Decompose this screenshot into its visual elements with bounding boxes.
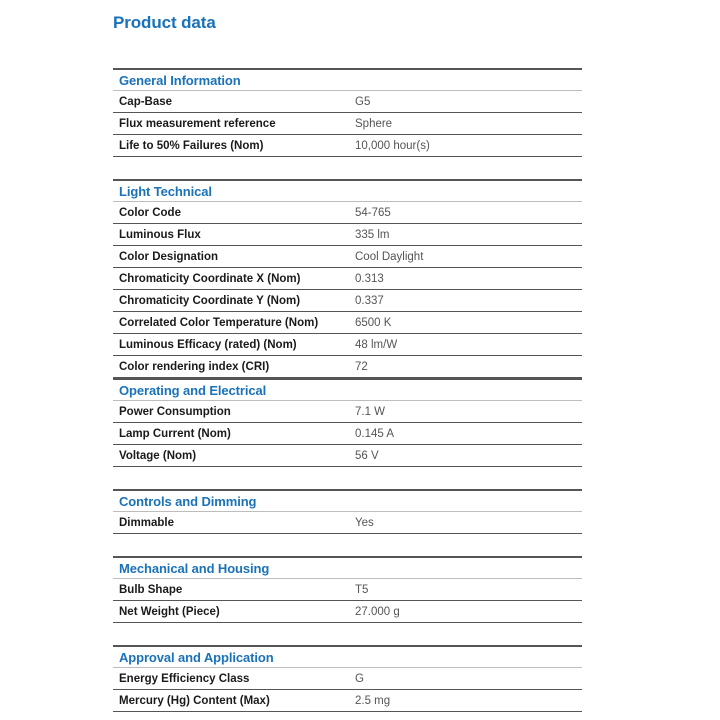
section-header [113,179,582,202]
row-label: Color Designation [119,250,219,263]
row-label: Power Consumption [119,405,231,418]
row-value: 54-765 [355,206,391,219]
row-value: G [355,672,364,685]
data-section [113,157,582,378]
row-label: Voltage (Nom) [119,449,197,462]
row-label: Bulb Shape [119,583,183,596]
section-header-label: Approval and Application [119,649,274,665]
row-value: 7.1 W [355,405,386,418]
data-section [113,467,582,534]
data-section [113,46,582,157]
row-label: Chromaticity Coordinate X (Nom) [119,272,301,285]
row-label: Mercury (Hg) Content (Max) [119,694,270,707]
row-label: Color rendering index (CRI) [119,360,270,373]
table-row [113,135,582,157]
row-label: Net Weight (Piece) [119,605,220,618]
table-row [113,579,582,601]
table-row [113,356,582,378]
table-row [113,334,582,356]
table-row [113,401,582,423]
row-label: Luminous Efficacy (rated) (Nom) [119,338,297,351]
row-value: 56 V [355,449,379,462]
section-header-label: Operating and Electrical [119,382,267,398]
row-value: T5 [355,583,369,596]
table-row [113,601,582,623]
row-value: Sphere [355,117,393,130]
table-row [113,224,582,246]
table-row [113,202,582,224]
table-row [113,268,582,290]
table-row [113,91,582,113]
section-header [113,489,582,512]
page-title: Product data [113,13,216,32]
row-label: Energy Efficiency Class [119,672,250,685]
section-header [113,556,582,579]
row-value: 27.000 g [355,605,400,618]
row-value: 6500 K [355,316,392,329]
table-row [113,113,582,135]
data-section [113,534,582,623]
row-label: Cap-Base [119,95,173,108]
row-label: Chromaticity Coordinate Y (Nom) [119,294,301,307]
section-header-label: Mechanical and Housing [119,560,270,576]
row-label: Color Code [119,206,181,219]
row-value: 0.337 [355,294,384,307]
row-value: 0.313 [355,272,384,285]
table-row [113,290,582,312]
table-row [113,445,582,467]
row-value: 10,000 hour(s) [355,139,430,152]
table-row [113,690,582,712]
section-header-label: Controls and Dimming [119,493,257,509]
section-header-label: General Information [119,72,241,88]
row-label: Life to 50% Failures (Nom) [119,139,264,152]
table-row [113,423,582,445]
section-header [113,68,582,91]
row-label: Flux measurement reference [119,117,276,130]
table-row [113,312,582,334]
section-header [113,645,582,668]
data-section [113,623,582,712]
table-row [113,246,582,268]
row-label: Luminous Flux [119,228,201,241]
row-value: 72 [355,360,368,373]
row-value: 335 lm [355,228,390,241]
row-value: G5 [355,95,371,108]
product-data-table [113,46,582,712]
section-header-label: Light Technical [119,183,212,199]
row-value: Cool Daylight [355,250,424,263]
row-label: Lamp Current (Nom) [119,427,231,440]
section-header [113,378,582,401]
table-row [113,668,582,690]
row-value: Yes [355,516,374,529]
row-label: Dimmable [119,516,174,529]
row-value: 2.5 mg [355,694,391,707]
row-value: 0.145 A [355,427,395,440]
row-value: 48 lm/W [355,338,398,351]
table-row [113,512,582,534]
row-label: Correlated Color Temperature (Nom) [119,316,319,329]
data-section [113,378,582,467]
